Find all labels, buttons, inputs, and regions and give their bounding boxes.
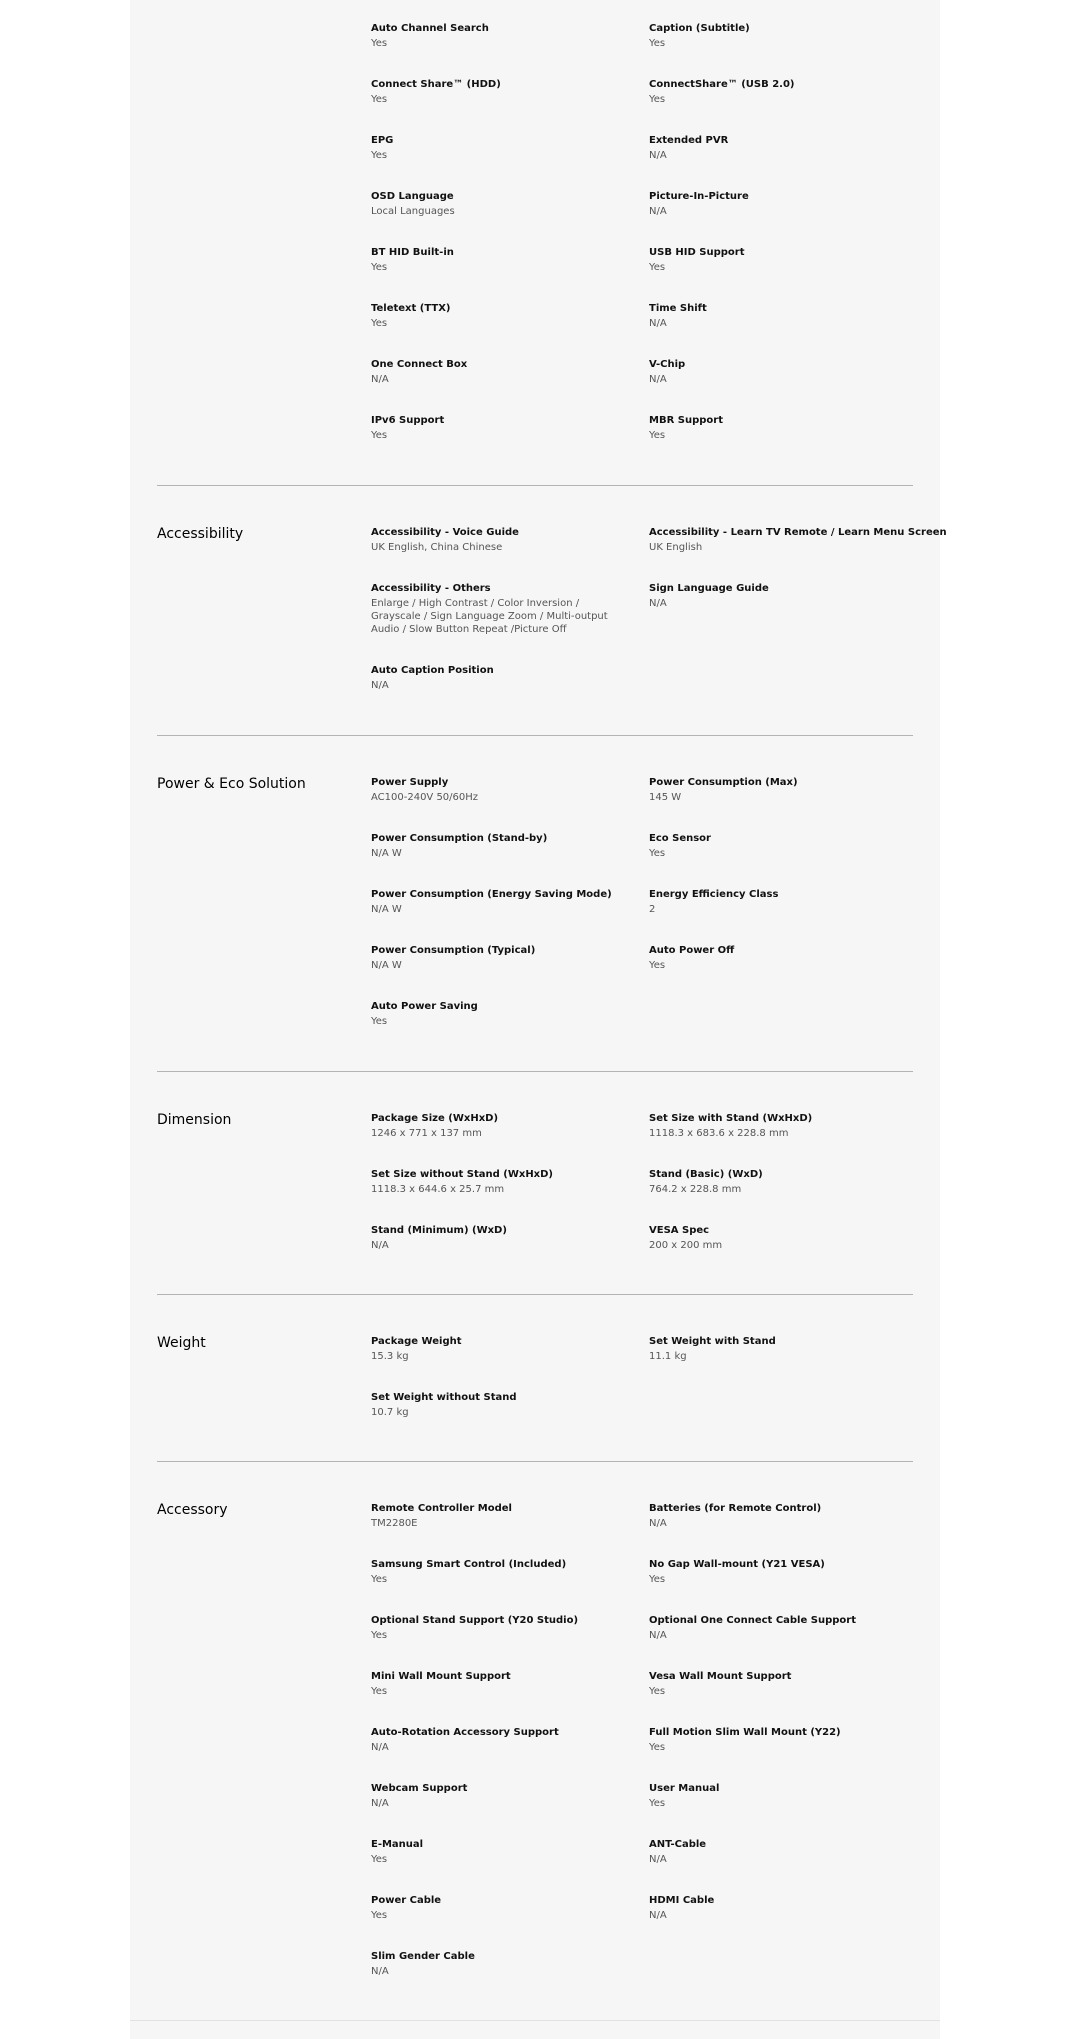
spec-label: Set Size with Stand (WxHxD) [649,1113,813,1124]
spec-label: Auto Power Off [649,945,735,956]
spec-item [371,246,631,274]
spec-item [649,1894,909,1922]
spec-item [649,414,909,442]
spec-item [649,246,909,274]
section-title: Accessibility [157,526,244,542]
spec-label: No Gap Wall-mount (Y21 VESA) [649,1559,825,1570]
spec-value: 145 W [649,792,682,803]
spec-label: Power Consumption (Max) [649,777,798,788]
spec-item [371,776,631,804]
spec-value: Local Languages [371,206,455,217]
spec-value: N/A [371,1966,389,1977]
spec-item [371,888,631,916]
spec-label: EPG [371,135,394,146]
spec-label: Extended PVR [649,135,729,146]
spec-label: Sign Language Guide [649,583,769,594]
spec-value: Yes [649,38,666,49]
spec-label: OSD Language [371,191,454,202]
spec-value: N/A [649,150,667,161]
spec-item [371,78,631,106]
spec-value: Yes [649,1798,666,1809]
spec-item [649,22,909,50]
spec-item [371,832,631,860]
spec-label: V-Chip [649,359,686,370]
spec-value: Yes [371,1016,388,1027]
spec-item [371,414,631,442]
spec-value: Yes [371,38,388,49]
spec-value: Yes [649,94,666,105]
spec-label: Caption (Subtitle) [649,23,750,34]
spec-item [649,1558,909,1586]
spec-value: N/A [649,1910,667,1921]
section-title: Accessory [157,1502,228,1518]
spec-item [649,358,909,386]
section-power-eco [157,776,913,1036]
spec-item [649,1335,909,1363]
spec-value: Yes [371,150,388,161]
spec-label: Picture-In-Picture [649,191,749,202]
section-divider [157,485,913,486]
spec-value: 2 [649,904,656,915]
spec-value: 1118.3 x 644.6 x 25.7 mm [371,1184,505,1195]
section-accessory [157,1502,913,1992]
spec-item [649,1168,909,1196]
spec-item [371,134,631,162]
spec-value: N/A W [371,960,402,971]
spec-value: N/A W [371,904,402,915]
spec-item [371,1168,631,1196]
spec-item [371,1000,631,1028]
spec-label: User Manual [649,1783,720,1794]
spec-value: Enlarge / High Contrast / Color Inversion / Grayscale / Sign Language Zoom / Multi-output Audio / Slow Button Repeat /Picture Off [371,598,608,635]
spec-label: Eco Sensor [649,833,711,844]
spec-label: Stand (Minimum) (WxD) [371,1225,507,1236]
spec-item [371,526,631,554]
spec-value: N/A [649,1630,667,1641]
spec-value: Yes [649,960,666,971]
spec-item [371,358,631,386]
spec-item [371,190,631,218]
spec-value: Yes [371,318,388,329]
section-divider [157,1294,913,1295]
spec-item [649,1838,909,1866]
spec-item [649,190,909,218]
spec-value: UK English [649,542,703,553]
spec-label: Power Consumption (Energy Saving Mode) [371,889,612,900]
spec-label: Set Weight with Stand [649,1336,776,1347]
spec-value: 200 x 200 mm [649,1240,723,1251]
spec-label: Auto Channel Search [371,23,489,34]
spec-label: Power Consumption (Stand-by) [371,833,548,844]
spec-item [649,582,909,610]
spec-item [371,1614,631,1642]
spec-value: N/A W [371,848,402,859]
spec-value: 10.7 kg [371,1407,409,1418]
spec-value: N/A [649,1518,667,1529]
spec-label: USB HID Support [649,247,745,258]
spec-item [371,1112,631,1140]
spec-item [371,1391,631,1419]
spec-value: Yes [371,262,388,273]
spec-item [371,582,631,636]
section-title: Weight [157,1335,206,1351]
spec-item [371,1670,631,1698]
spec-label: Batteries (for Remote Control) [649,1503,822,1514]
spec-label: Webcam Support [371,1783,468,1794]
spec-item [649,1670,909,1698]
spec-value: 764.2 x 228.8 mm [649,1184,742,1195]
spec-item [649,134,909,162]
spec-item [649,1782,909,1810]
spec-value: N/A [649,374,667,385]
spec-value: AC100-240V 50/60Hz [371,792,479,803]
spec-item [371,1502,631,1530]
spec-item [371,1726,631,1754]
spec-label: BT HID Built-in [371,247,454,258]
spec-item [371,1335,631,1363]
spec-label: Energy Efficiency Class [649,889,779,900]
spec-item [649,526,947,554]
page-bottom-divider [130,2020,940,2021]
spec-item [371,664,631,692]
spec-value: Yes [371,1854,388,1865]
spec-label: Optional One Connect Cable Support [649,1615,856,1626]
spec-label: Vesa Wall Mount Support [649,1671,792,1682]
spec-item [649,1502,909,1530]
spec-item [649,1614,909,1642]
spec-value: N/A [649,598,667,609]
spec-value: UK English, China Chinese [371,542,503,553]
section-accessibility [157,526,947,706]
spec-value: Yes [649,430,666,441]
spec-item [371,1838,631,1866]
section-general-features [157,0,913,460]
spec-item [371,1950,631,1978]
spec-item [649,888,909,916]
spec-label: Auto-Rotation Accessory Support [371,1727,559,1738]
section-title: Power & Eco Solution [157,776,306,792]
spec-label: E-Manual [371,1839,424,1850]
spec-label: Set Size without Stand (WxHxD) [371,1169,554,1180]
spec-item [371,1224,631,1252]
spec-item [371,944,631,972]
spec-label: Package Size (WxHxD) [371,1113,499,1124]
spec-value: Yes [371,94,388,105]
spec-value: Yes [649,1742,666,1753]
spec-value: N/A [649,206,667,217]
spec-label: ConnectShare™ (USB 2.0) [649,79,795,90]
spec-value: Yes [649,1574,666,1585]
spec-label: HDMI Cable [649,1895,715,1906]
spec-label: Auto Power Saving [371,1001,478,1012]
spec-label: Optional Stand Support (Y20 Studio) [371,1615,579,1626]
spec-label: Power Consumption (Typical) [371,945,536,956]
spec-item [649,944,909,972]
spec-label: Full Motion Slim Wall Mount (Y22) [649,1727,841,1738]
spec-value: Yes [649,848,666,859]
spec-value: N/A [649,1854,667,1865]
spec-value: 11.1 kg [649,1351,687,1362]
spec-label: IPv6 Support [371,415,445,426]
spec-label: Samsung Smart Control (Included) [371,1559,567,1570]
spec-value: Yes [649,1686,666,1697]
spec-value: 1118.3 x 683.6 x 228.8 mm [649,1128,789,1139]
spec-value: Yes [371,1630,388,1641]
spec-value: 1246 x 771 x 137 mm [371,1128,482,1139]
spec-label: Slim Gender Cable [371,1951,475,1962]
section-divider [157,1461,913,1462]
section-weight [157,1335,913,1430]
spec-label: One Connect Box [371,359,468,370]
spec-label: Package Weight [371,1336,462,1347]
spec-label: Time Shift [649,303,707,314]
spec-item [371,1782,631,1810]
spec-label: Accessibility - Learn TV Remote / Learn Menu Screen [649,527,947,538]
section-divider [157,1071,913,1072]
spec-value: N/A [371,374,389,385]
section-dimension [157,1112,913,1262]
spec-value: N/A [371,1798,389,1809]
spec-value: Yes [371,1910,388,1921]
spec-value: N/A [371,680,389,691]
spec-label: VESA Spec [649,1225,710,1236]
spec-item [649,1112,909,1140]
spec-value: N/A [371,1240,389,1251]
spec-label: Power Supply [371,777,449,788]
spec-label: Teletext (TTX) [371,303,451,314]
spec-label: Remote Controller Model [371,1503,512,1514]
section-title: Dimension [157,1112,232,1128]
spec-label: Stand (Basic) (WxD) [649,1169,763,1180]
spec-item [371,1558,631,1586]
spec-item [649,1224,909,1252]
section-divider [157,735,913,736]
spec-item [649,832,909,860]
spec-label: Accessibility - Voice Guide [371,527,519,538]
spec-label: Mini Wall Mount Support [371,1671,511,1682]
spec-value: Yes [649,262,666,273]
spec-label: MBR Support [649,415,723,426]
spec-value: N/A [371,1742,389,1753]
spec-value: 15.3 kg [371,1351,409,1362]
spec-item [649,78,909,106]
spec-value: TM2280E [371,1518,418,1529]
spec-item [649,1726,909,1754]
spec-label: Power Cable [371,1895,442,1906]
spec-value: Yes [371,1574,388,1585]
spec-item [371,1894,631,1922]
spec-label: Accessibility - Others [371,583,491,594]
spec-label: ANT-Cable [649,1839,707,1850]
spec-value: N/A [649,318,667,329]
spec-value: Yes [371,430,388,441]
spec-item [371,22,631,50]
spec-item [371,302,631,330]
spec-item [649,302,909,330]
spec-label: Auto Caption Position [371,665,494,676]
spec-item [649,776,909,804]
spec-label: Connect Share™ (HDD) [371,79,501,90]
spec-value: Yes [371,1686,388,1697]
spec-label: Set Weight without Stand [371,1392,517,1403]
